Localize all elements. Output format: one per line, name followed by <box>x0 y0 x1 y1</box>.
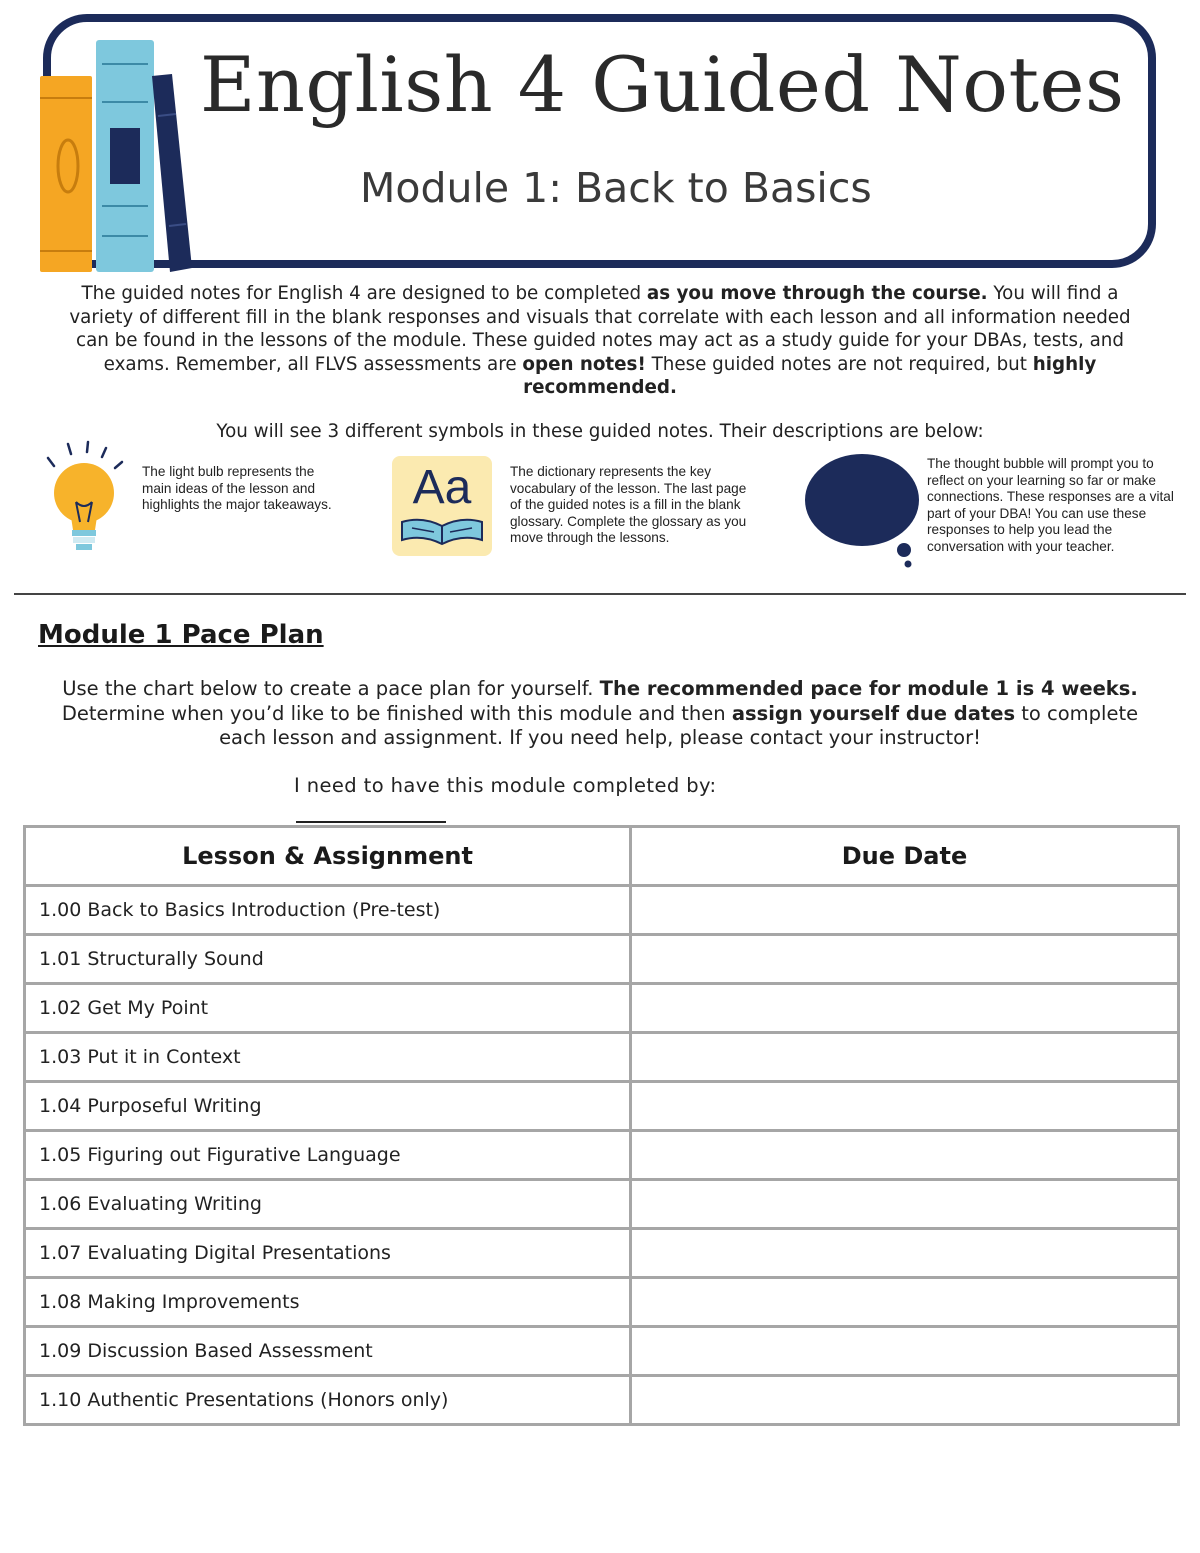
lesson-cell: 1.09 Discussion Based Assessment <box>25 1327 631 1376</box>
intro-bold-1: as you move through the course. <box>646 283 988 304</box>
due-date-cell[interactable] <box>631 1376 1179 1425</box>
lesson-cell: 1.08 Making Improvements <box>25 1278 631 1327</box>
lesson-cell: 1.04 Purposeful Writing <box>25 1082 631 1131</box>
lesson-cell: 1.05 Figuring out Figurative Language <box>25 1131 631 1180</box>
module-subtitle: Module 1: Back to Basics <box>360 164 872 212</box>
lesson-cell: 1.03 Put it in Context <box>25 1033 631 1082</box>
thought-bubble-description: The thought bubble will prompt you to reflect on your learning so far or make connections. These responses are a vital part of your DBA! You can use these responses to help you lead the conversation with your teacher. <box>927 456 1174 554</box>
lightbulb-icon <box>40 438 130 558</box>
table-row <box>25 935 1179 984</box>
lightbulb-description: The light bulb represents the main ideas of the lesson and highlights the major takeaways. <box>142 464 332 512</box>
intro-bold-2: open notes! <box>522 353 646 375</box>
intro-text-3: These guided notes are not required, but <box>645 353 1033 375</box>
pace-plan-intro <box>40 677 1160 751</box>
lesson-cell: 1.02 Get My Point <box>25 984 631 1033</box>
due-date-cell[interactable] <box>631 1180 1179 1229</box>
column-header-lesson: Lesson & Assignment <box>25 827 631 886</box>
table-row <box>25 984 1179 1033</box>
column-header-due-date: Due Date <box>631 827 1179 886</box>
thought-bubble-icon <box>800 452 924 572</box>
due-date-cell[interactable] <box>631 1229 1179 1278</box>
lesson-cell: 1.00 Back to Basics Introduction (Pre-test) <box>25 886 631 935</box>
due-date-cell[interactable] <box>631 1033 1179 1082</box>
pace-text-2: Determine when you’d like to be finished with this module and then <box>61 701 732 725</box>
due-date-cell[interactable] <box>631 935 1179 984</box>
table-header-row <box>25 827 1179 886</box>
lesson-cell: 1.07 Evaluating Digital Presentations <box>25 1229 631 1278</box>
pace-bold-2: assign yourself due dates <box>731 701 1016 725</box>
table-row <box>25 1082 1179 1131</box>
lesson-cell: 1.10 Authentic Presentations (Honors only) <box>25 1376 631 1425</box>
pace-plan-title: Module 1 Pace Plan <box>38 620 324 650</box>
completion-prompt: I need to have this module completed by: <box>294 774 717 797</box>
due-date-cell[interactable] <box>631 984 1179 1033</box>
table-row <box>25 1376 1179 1425</box>
intro-paragraph <box>55 282 1145 400</box>
table-row <box>25 886 1179 935</box>
section-divider <box>14 593 1186 595</box>
main-title: English 4 Guided Notes <box>200 40 1125 129</box>
table-row <box>25 1033 1179 1082</box>
pace-bold-1: The recommended pace for module 1 is 4 weeks. <box>599 677 1138 700</box>
due-date-cell[interactable] <box>631 1131 1179 1180</box>
table-row <box>25 1180 1179 1229</box>
books-icon <box>36 36 196 276</box>
lesson-cell: 1.01 Structurally Sound <box>25 935 631 984</box>
table-row <box>25 1131 1179 1180</box>
pace-text-1: Use the chart below to create a pace plan for yourself. <box>62 677 600 700</box>
intro-text-2: You will find a variety of different fill in the blank responses and visuals that correlate with each lesson and all information needed can be found in the lessons of the module. These guided notes may act as a study guide for your DBAs, tests, and exams. Remember, all FLVS assessments are <box>69 283 1131 375</box>
symbols-intro: You will see 3 different symbols in these guided notes. Their descriptions are below: <box>216 421 984 442</box>
open-book-icon <box>398 514 486 548</box>
dictionary-icon <box>392 456 492 556</box>
lesson-cell: 1.06 Evaluating Writing <box>25 1180 631 1229</box>
intro-bold-3: highly recommended. <box>523 353 1097 398</box>
dictionary-icon-letters: Aa <box>412 461 472 514</box>
due-date-cell[interactable] <box>631 1327 1179 1376</box>
due-date-cell[interactable] <box>631 1278 1179 1327</box>
pace-plan-table <box>23 825 1180 1426</box>
table-row <box>25 1278 1179 1327</box>
due-date-cell[interactable] <box>631 1082 1179 1131</box>
completion-date-blank[interactable] <box>296 821 446 823</box>
pace-text-3: to complete each lesson and assignment. If you need help, please contact your instructor! <box>219 701 1139 749</box>
intro-text-1: The guided notes for English 4 are designed to be completed <box>81 283 647 304</box>
table-row <box>25 1327 1179 1376</box>
dictionary-description: The dictionary represents the key vocabulary of the lesson. The last page of the guided notes is a fill in the blank glossary. Complete the glossary as you move through the lessons. <box>510 464 747 545</box>
table-row <box>25 1229 1179 1278</box>
due-date-cell[interactable] <box>631 886 1179 935</box>
